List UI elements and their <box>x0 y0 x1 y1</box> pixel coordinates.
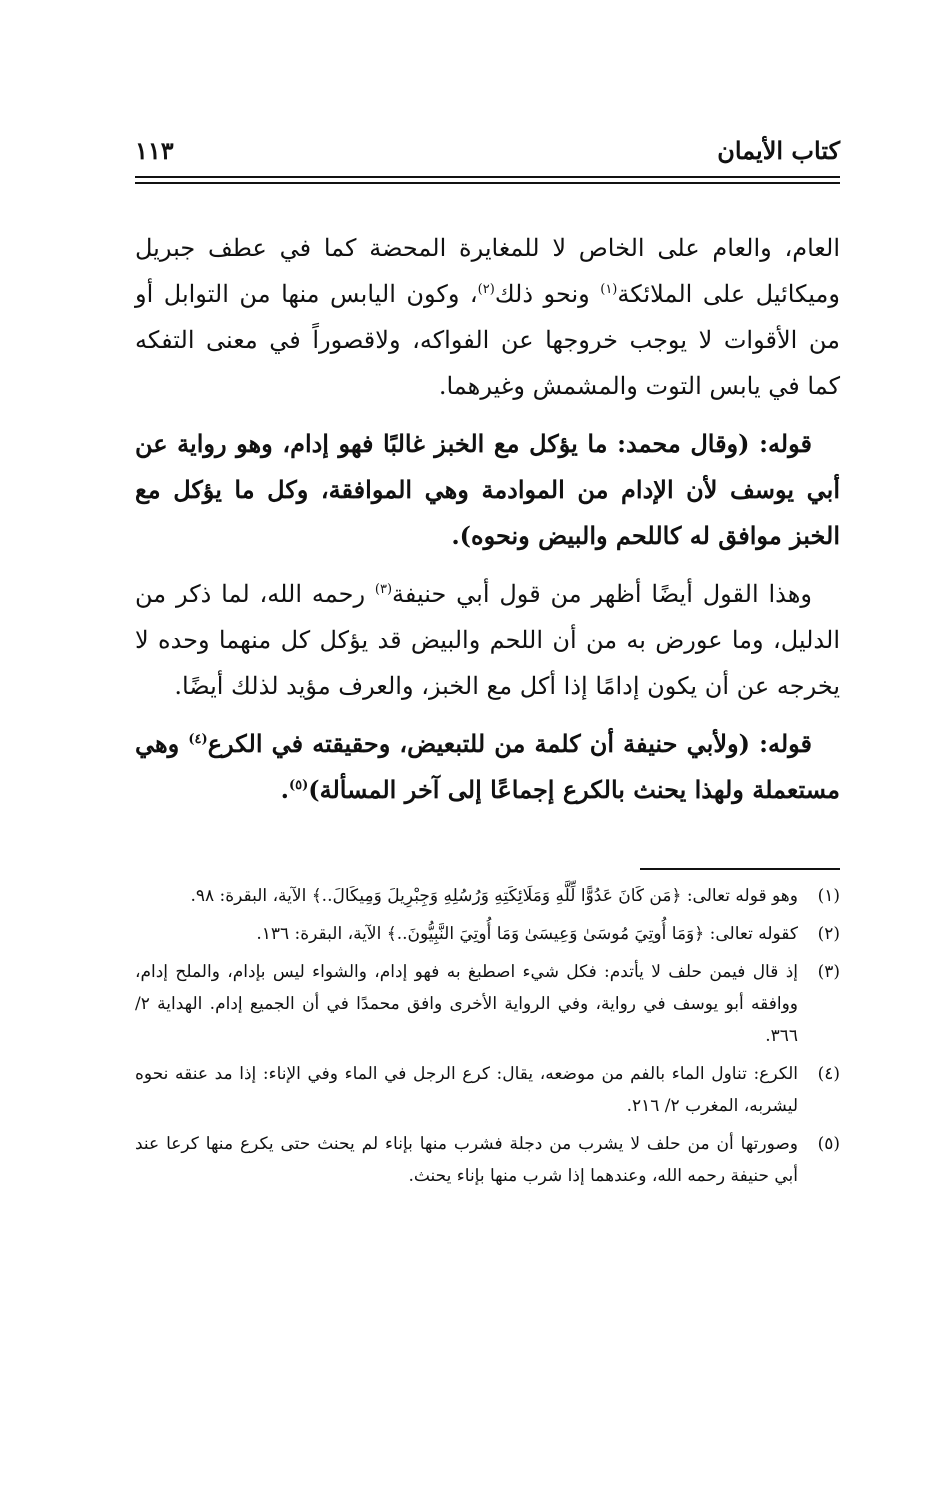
footnote-text: كقوله تعالى: ﴿وَمَا أُوتِيَ مُوسَىٰ وَعِيسَىٰ وَمَا أُوتِيَ النَّبِيُّونَ..﴾ الآية، البقرة: ١٣٦. <box>256 924 798 944</box>
footnote-4 <box>135 1058 840 1122</box>
text-run: العام، والعام على الخاص لا للمغايرة المحضة كما في عطف جبريل وميكائيل على الملائكة <box>135 234 840 308</box>
footnote-2 <box>135 918 840 950</box>
header-rule-bottom <box>135 182 840 184</box>
footnote-ref-5: (٥) <box>288 778 309 793</box>
page-number: ١١٣ <box>135 136 174 165</box>
text-run: ، وكون اليابس منها من التوابل أو من الأقوات لا يوجب خروجها عن الفواكه، ولاقصوراً في معنى التفكه كما في يابس التوت والمشمش وغيرهما. <box>135 280 840 400</box>
footnote-text: وصورتها أن من حلف لا يشرب من دجلة فشرب منها بإناء لم يحنث حتى يكرع منها كرعا عند أبي حنيفة رحمه الله، وعندهما إذا شرب منها بإناء يحنث. <box>135 1134 798 1186</box>
footnote-text: إذ قال فيمن حلف لا يأتدم: فكل شيء اصطبغ به فهو إدام، والشواء ليس بإدام، والملح إدام، ووافقه أبو يوسف في رواية، وفي الرواية الأخرى وافق محمدًا في أن الجميع إدام. الهداية ٢/ ٣٦٦. <box>135 962 798 1046</box>
footnote-text: وهو قوله تعالى: ﴿مَن كَانَ عَدُوًّا لِّلَّهِ وَمَلَائِكَتِهِ وَرُسُلِهِ وَجِبْرِيلَ وَمِيكَالَ..﴾ الآية، البقرة: ٩٨. <box>190 886 798 906</box>
footnote-text: الكرع: تناول الماء بالفم من موضعه، يقال: كرع الرجل في الماء وفي الإناء: إذا مد عنقه نحوه ليشربه، المغرب ٢/ ٢١٦. <box>135 1064 798 1116</box>
footnote-number: (٣) <box>817 962 840 982</box>
text-run: . <box>280 775 289 804</box>
text-run: وهي مستعملة ولهذا يحنث بالكرع إجماعًا إلى آخر المسألة) <box>135 729 840 804</box>
footnote-separator <box>640 868 840 870</box>
footnote-ref-4: (٤) <box>188 732 208 747</box>
footnote-5 <box>135 1128 840 1192</box>
footnote-number: (٢) <box>817 924 840 944</box>
footnote-ref-1: (١) <box>600 282 618 297</box>
footnote-number: (١) <box>817 886 840 906</box>
paragraph-1 <box>135 225 840 409</box>
chapter-title: كتاب الأيمان <box>717 136 840 165</box>
text-run: قوله: (وقال محمد: ما يؤكل مع الخبز غالبًا فهو إدام، وهو رواية عن أبي يوسف لأن الإدام من الموادمة وهي الموافقة، وكل ما يؤكل مع الخبز موافق له كاللحم والبيض ونحوه). <box>135 429 840 550</box>
footnotes <box>135 880 840 1198</box>
text-run: قوله: (ولأبي حنيفة أن كلمة من للتبعيض، وحقيقته في الكرع <box>207 729 813 758</box>
header-rule-top <box>135 176 840 178</box>
paragraph-3 <box>135 571 840 709</box>
main-text <box>135 225 840 825</box>
text-run: رحمه الله، لما ذكر من الدليل، وما عورض به من أن اللحم والبيض قد يؤكل كل منهما وحده لا يخرجه عن أن يكون إدامًا إذا أكل مع الخبز، والعرف مؤيد لذلك أيضًا. <box>135 580 841 700</box>
footnote-ref-3: (٣) <box>374 582 393 597</box>
footnote-ref-2: (٢) <box>477 282 495 297</box>
text-run: ونحو ذلك <box>494 280 601 308</box>
footnote-number: (٤) <box>817 1064 840 1084</box>
paragraph-4-quote <box>135 721 840 813</box>
text-run: وهذا القول أيضًا أظهر من قول أبي حنيفة <box>392 580 812 608</box>
running-header <box>135 130 840 174</box>
footnote-3 <box>135 956 840 1052</box>
paragraph-2-quote <box>135 421 840 559</box>
footnote-1 <box>135 880 840 912</box>
footnote-number: (٥) <box>817 1134 840 1154</box>
